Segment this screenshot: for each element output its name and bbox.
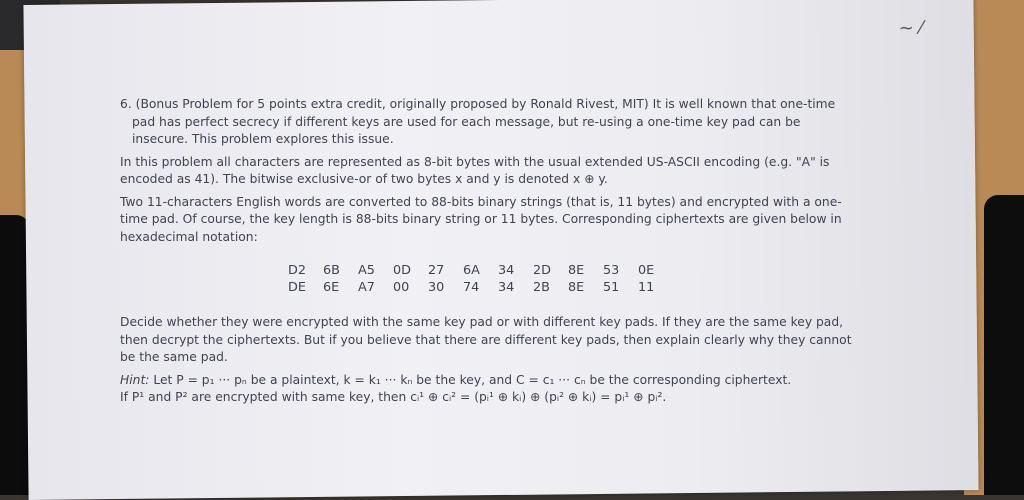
cipher-byte: 8E (568, 280, 585, 295)
hint-text: Let P = p₁ ··· pₙ be a plaintext, k = k₁ ··· kₙ be the key, and C = c₁ ··· cₙ be the corresponding ciphertext. (153, 372, 792, 387)
ciphertext-row-1 (288, 262, 860, 279)
cipher-byte: D2 (288, 263, 306, 278)
problem-intro: 6. (Bonus Problem for 5 points extra credit, originally proposed by Ronald Rivest, MIT) It is well known that one-time pad has perfect secrecy if different keys are used for each message, but re-using a one-time key pad can be insecure. This problem explores this issue. (120, 97, 836, 146)
ciphertext-row-2 (288, 279, 860, 296)
cipher-byte: 11 (638, 280, 655, 295)
cipher-byte: 30 (428, 280, 445, 295)
cipher-byte: 0E (638, 263, 655, 278)
problem-text (120, 96, 860, 407)
cipher-byte: 6E (323, 280, 340, 295)
cipher-byte: A5 (358, 263, 375, 278)
ciphertext-block (288, 262, 860, 296)
cipher-byte: 0D (393, 263, 411, 278)
cipher-byte: 00 (393, 280, 410, 295)
cipher-byte: A7 (358, 280, 375, 295)
monitor-edge (984, 195, 1024, 495)
cipher-byte: DE (288, 280, 306, 295)
cipher-byte: 74 (463, 280, 480, 295)
cipher-byte: 2D (533, 263, 551, 278)
cipher-byte: 53 (603, 263, 620, 278)
cipher-byte: 27 (428, 263, 445, 278)
cipher-byte: 34 (498, 280, 515, 295)
pencil-mark: ~ ⁄ (898, 17, 923, 39)
cipher-byte: 2B (533, 280, 550, 295)
cipher-byte: 6B (323, 263, 340, 278)
cipher-byte: 8E (568, 263, 585, 278)
cipher-byte: 51 (603, 280, 620, 295)
hint-line-2: If P¹ and P² are encrypted with same key, then cᵢ¹ ⊕ cᵢ² = (pᵢ¹ ⊕ kᵢ) ⊕ (pᵢ² ⊕ kᵢ) = pᵢ¹ ⊕ pᵢ². (120, 390, 667, 404)
hint-line-1 (120, 372, 860, 390)
cipher-byte: 6A (463, 263, 480, 278)
problem-encoding-paragraph: In this problem all characters are represented as 8-bit bytes with the usual extended US-ASCII encoding (e.g. "A" is encoded as 41). The bitwise exclusive-or of two bytes x and y is denoted x ⊕ y. (120, 154, 830, 186)
hint-label: Hint: (120, 372, 150, 387)
problem-setup-paragraph: Two 11-characters English words are converted to 88-bits binary strings (that is, 11 bytes) and encrypted with a one-time pad. Of course, the key length is 88-bits binary string or 11 bytes. Corresponding ciphertexts are given below in hexadecimal notation: (120, 194, 842, 244)
cipher-byte: 34 (498, 263, 515, 278)
problem-question-paragraph: Decide whether they were encrypted with the same key pad or with different key pads. If they are the same key pad, then decrypt the ciphertexts. But if you believe that there are different key pads, then explain clearly why they cannot be the same pad. (120, 315, 852, 364)
